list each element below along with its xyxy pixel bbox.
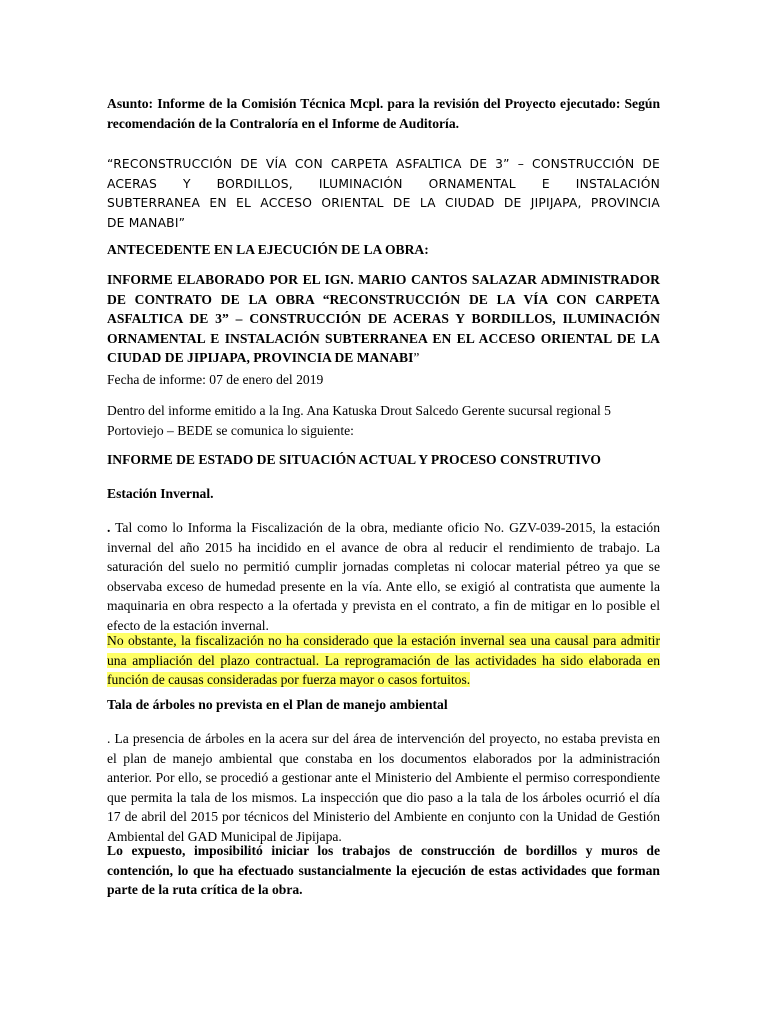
- informe-elaborado-line: ORNAMENTAL E INSTALACIÓN SUBTERRANEA EN EL ACCESO ORIENTAL DE LA: [107, 330, 660, 346]
- tala-arboles-heading: Tala de árboles no prevista en el Plan de manejo ambiental: [107, 697, 448, 712]
- informe-elaborado-last-line: [107, 348, 660, 368]
- project-title-line: ACERAS Y BORDILLOS, ILUMINACIÓN ORNAMENTAL E INSTALACIÓN: [107, 176, 660, 191]
- estado-heading: INFORME DE ESTADO DE SITUACIÓN ACTUAL Y PROCESO CONSTRUTIVO: [107, 452, 601, 467]
- fecha-informe: Fecha de informe: 07 de enero del 2019: [107, 372, 324, 387]
- estacion-invernal-heading: Estación Invernal.: [107, 486, 214, 501]
- estacion-invernal-text: Tal como lo Informa la Fiscalización de la obra, mediante oficio No. GZV-039-2015, la estación invernal del año 2015 ha incidido en el avance de obra al reducir el rendimiento de trabajo. La saturación del suelo no permitió cumplir jornadas completas ni colocar material pétreo ya que se observaba exceso de humedad presente en la vía. Ante ello, se exigió al contratista que aumente la maquinaria en obra respecto a la ofertada y prevista en el contrato, a fin de mitigar en lo posible el efecto de la estación invernal.: [107, 520, 660, 633]
- informe-elaborado-line: DE CONTRATO DE LA OBRA “RECONSTRUCCIÓN DE LA VÍA CON CARPETA: [107, 291, 660, 307]
- highlighted-paragraph: [107, 631, 660, 690]
- tala-arboles-paragraph: . La presencia de árboles en la acera sur del área de intervención del proyecto, no estaba prevista en el plan de manejo ambiental que constaba en los documentos elaborados por la administración anterior. Por ello, se procedió a gestionar ante el Ministerio del Ambiente el permiso correspondiente que permita la tala de los mismos. La inspección que dio paso a la tala de los árboles ocurrió el día 17 de abril del 2015 por técnicos del Ministerio del Ambiente en conjunto con la Unidad de Gestión Ambiental del GAD Municipal de Jipijapa.: [107, 731, 660, 844]
- asunto-paragraph: Asunto: Informe de la Comisión Técnica Mcpl. para la revisión del Proyecto ejecutado: Según recomendación de la Contraloría en el Informe de Auditoría.: [107, 96, 660, 131]
- project-title: [107, 155, 660, 233]
- highlighted-text: No obstante, la fiscalización no ha considerado que la estación invernal sea una causal para admitir una ampliación del plazo contractual. La reprogramación de las actividades ha sido elaborada en función de causas consideradas por fuerza mayor o casos fortuitos.: [107, 633, 660, 687]
- paragraph-dot: .: [107, 520, 111, 535]
- antecedente-heading: ANTECEDENTE EN LA EJECUCIÓN DE LA OBRA:: [107, 242, 429, 257]
- informe-elaborado-line: ASFALTICA DE 3” – CONSTRUCCIÓN DE ACERAS Y BORDILLOS, ILUMINACIÓN: [107, 311, 660, 326]
- informe-elaborado-line: CIUDAD DE JIPIJAPA, PROVINCIA DE MANABI: [107, 350, 414, 365]
- project-title-line: SUBTERRANEA EN EL ACCESO ORIENTAL DE LA CIUDAD DE JIPIJAPA, PROVINCIA: [107, 196, 660, 210]
- estacion-invernal-paragraph: [107, 518, 660, 635]
- dentro-paragraph: [107, 401, 660, 440]
- dentro-line: Portoviejo – BEDE se comunica lo siguiente:: [107, 422, 354, 438]
- closing-quote: ”: [413, 350, 420, 365]
- project-title-line: “RECONSTRUCCIÓN DE VÍA CON CARPETA ASFALTICA DE 3” – CONSTRUCCIÓN DE: [107, 157, 660, 171]
- informe-elaborado-paragraph: [107, 270, 660, 368]
- dentro-line: Dentro del informe emitido a la Ing. Ana Katuska Drout Salcedo Gerente sucursal regional 5: [107, 403, 611, 418]
- conclusion-paragraph: Lo expuesto, imposibilitó iniciar los trabajos de construcción de bordillos y muros de contención, lo que ha efectuado sustancialmente la ejecución de estas actividades que forman parte de la ruta crítica de la obra.: [107, 843, 660, 897]
- informe-elaborado-line: INFORME ELABORADO POR EL IGN. MARIO CANTOS SALAZAR ADMINISTRADOR: [107, 272, 660, 287]
- project-title-line: DE MANABI”: [107, 215, 186, 230]
